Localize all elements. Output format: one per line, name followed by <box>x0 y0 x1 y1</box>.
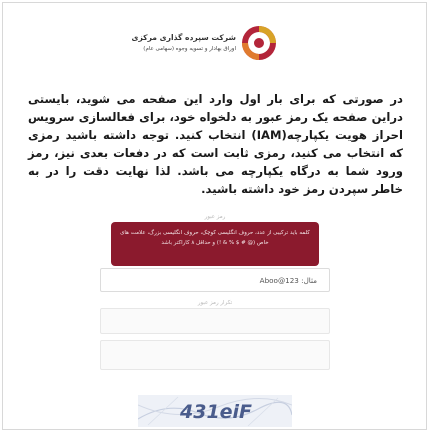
password-input[interactable] <box>100 268 330 292</box>
company-logo <box>131 14 280 64</box>
intro-instructions: در صورتی که برای بار اول وارد این صفحه می شوید، بایستی دراین صفحه یک رمز عبور به دلخواه خود، برای فعالسازی سرویس احراز هویت یکپارچه(IAM) انتخاب کنید. توجه داشته باشید رمزی که انتخاب می کنید، رمزی ثابت است که در دفعات بعدی نیز، رمز ورود شما به درگاه یکپارچه می باشد. لذا نهایت دقت را در به خاطر سپردن رمز خود داشته باشید. <box>28 92 403 196</box>
confirm-password-input[interactable] <box>100 308 330 334</box>
password-rules-tooltip: کلمه باید ترکیبی از عدد، حروف انگلیسی کوچک، حروف انگلیسی بزرگ، علامت های خاص (@ # $ % & !) و حداقل ۸ کاراکتر باشد <box>111 222 319 266</box>
captcha-noise <box>138 395 292 427</box>
captcha-answer-input[interactable] <box>100 340 330 370</box>
logo-company-name: شرکت سپرده گذاری مرکزی <box>131 33 236 42</box>
logo-company-subtitle: اوراق بهادار و تسویه وجوه (سهامی عام) <box>143 46 236 52</box>
confirm-password-label: تکرار رمز عبور <box>197 300 233 306</box>
password-label: رمز عبور <box>204 214 226 220</box>
logo-emblem-icon <box>238 22 280 64</box>
captcha-image <box>138 395 292 427</box>
captcha-text: 431eiF <box>180 401 253 423</box>
